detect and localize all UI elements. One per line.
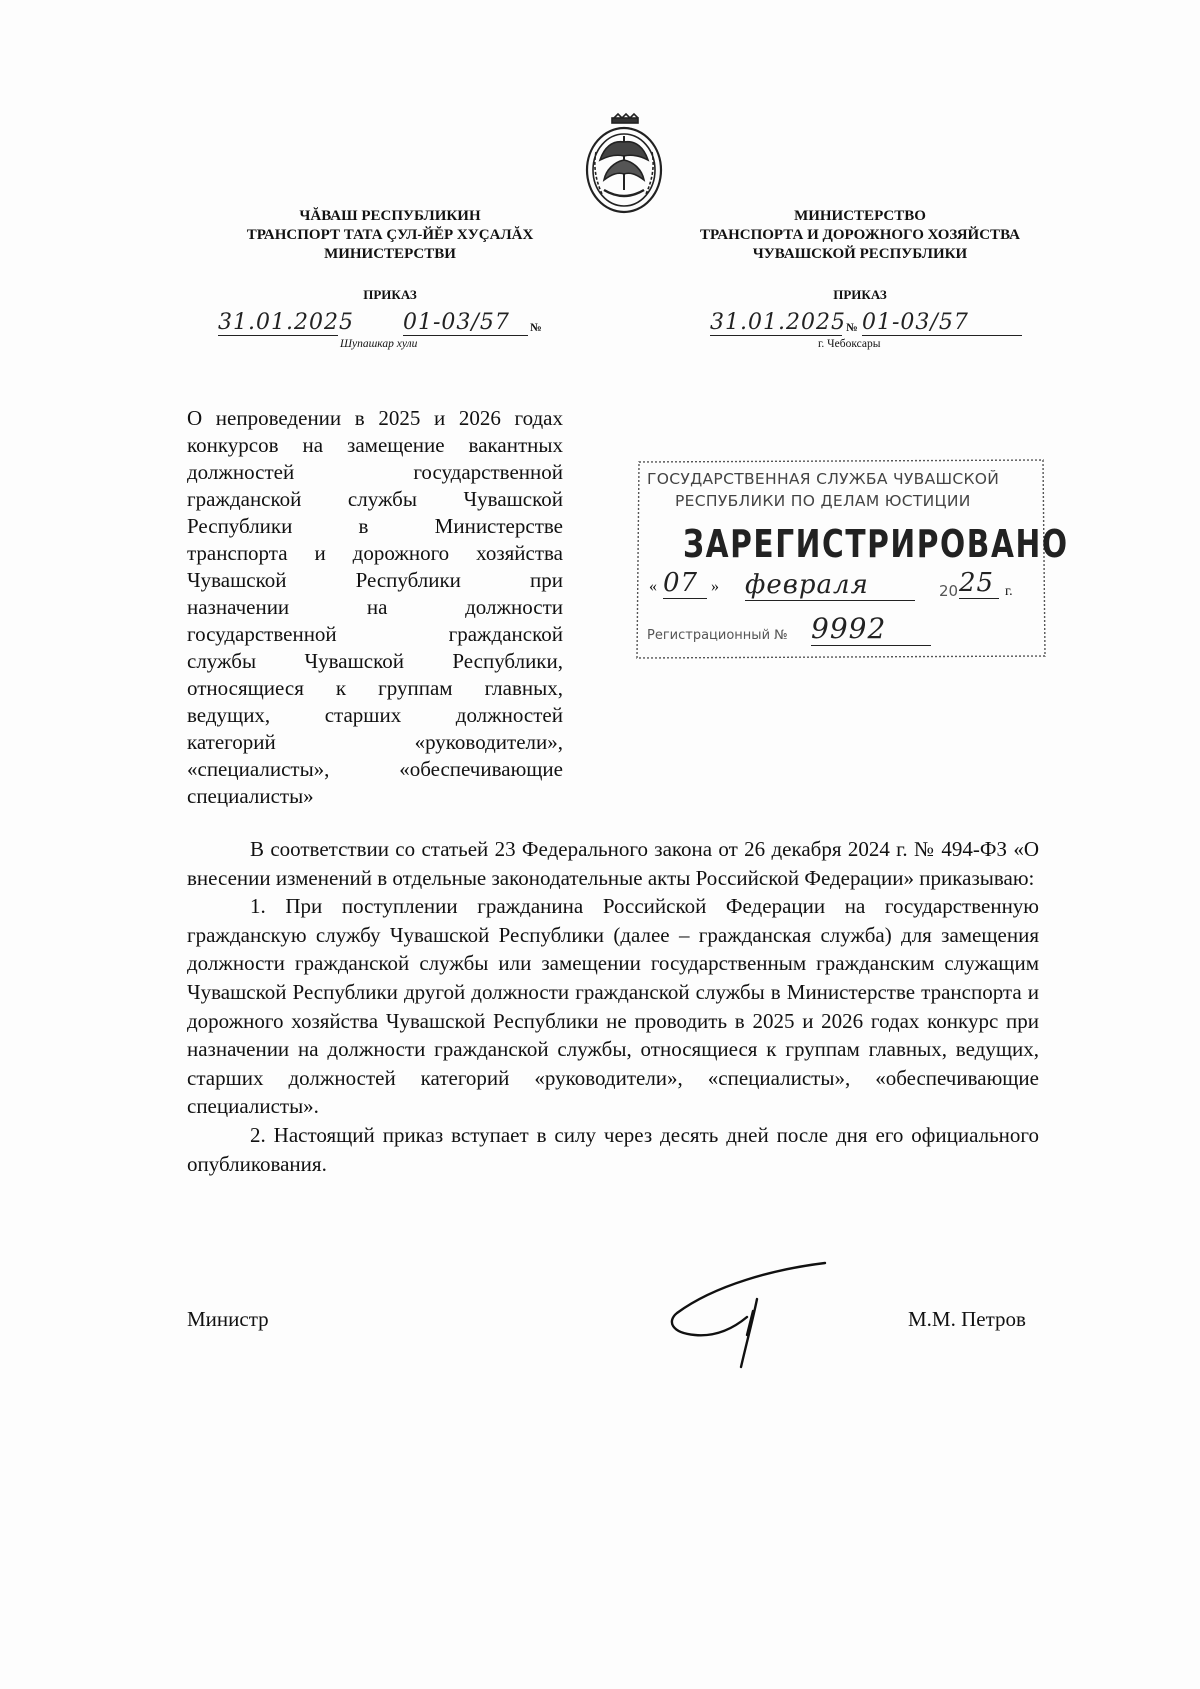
stamp-year: 25 — [959, 568, 999, 599]
order-date-left: 31.01.2025 — [218, 310, 354, 335]
title-line: гражданской службы Чувашской — [187, 487, 563, 511]
stamp-reg-number: 9992 — [811, 612, 931, 646]
title-line: должностей государственной — [187, 460, 563, 484]
order-number-right: 01-03/57 — [862, 310, 1022, 336]
header-left-line-3: МИНИСТЕРСТВИ — [324, 246, 456, 262]
body-item-2: 2. Настоящий приказ вступает в силу через десять дней после дня его официального опубликования. — [187, 1122, 1039, 1176]
stamp-authority-line-1: ГОСУДАРСТВЕННАЯ СЛУЖБА ЧУВАШСКОЙ — [647, 470, 1000, 488]
title-line: государственной гражданской — [187, 622, 563, 646]
title-line: назначении на должности — [187, 595, 563, 619]
header-right-line-3: ЧУВАШСКОЙ РЕСПУБЛИКИ — [752, 246, 968, 262]
city-right: г. Чебоксары — [818, 338, 881, 350]
header-right-line-1: МИНИСТЕРСТВО — [794, 208, 926, 224]
body-item-1: 1. При поступлении гражданина Российской Федерации на государственную гражданскую службу Чувашской Республики (далее – гражданская служба) для замещения должности гражданской службы или замещении государственным гражданским служащим Чувашской Республики другой должности гражданской службы в Министерстве транспорта и дорожного хозяйства Чувашской Республики не проводить в 2025 и 2026 годах конкурс при назначении на должности гражданской службы, относящиеся к группам главных, ведущих, старших должностей категорий «руководители», «специалисты», «обеспечивающие специалисты». — [187, 894, 1039, 1119]
stamp-quote-open: « — [649, 578, 657, 595]
title-line: относящиеся к группам главных, — [187, 676, 563, 700]
title-line: Республики в Министерстве — [187, 514, 563, 538]
title-line: транспорта и дорожного хозяйства — [187, 541, 563, 565]
header-left-line-2: ТРАНСПОРТ ТАТА ÇУЛ-ЙĔР ХУÇАЛĂХ — [246, 227, 534, 243]
stamp-month: февраля — [745, 570, 915, 601]
title-line: конкурсов на замещение вакантных — [187, 433, 563, 457]
header-right — [660, 207, 1060, 264]
signatory-position: Министр — [187, 1307, 269, 1331]
stamp-day: 07 — [663, 568, 707, 599]
header-left — [190, 207, 590, 264]
title-line: службы Чувашской Республики, — [187, 649, 563, 673]
header-right-line-2: ТРАНСПОРТА И ДОРОЖНОГО ХОЗЯЙСТВА — [700, 227, 1020, 243]
prikaz-label-left: ПРИКАЗ — [363, 287, 417, 302]
number-mark-right: № — [846, 322, 858, 334]
order-body — [187, 835, 1039, 1178]
handwritten-signature — [665, 1255, 900, 1375]
stamp-year-unit: г. — [1005, 584, 1013, 599]
stamp-quote-close: » — [711, 578, 719, 595]
prikaz-label-right: ПРИКАЗ — [833, 287, 887, 302]
registration-stamp — [633, 456, 1069, 661]
stamp-authority-line-2: РЕСПУБЛИКИ ПО ДЕЛАМ ЮСТИЦИИ — [675, 492, 971, 510]
body-intro: В соответствии со статьей 23 Федерального закона от 26 декабря 2024 г. № 494-ФЗ «О внесении изменений в отдельные законодательные акты Российской Федерации» приказываю: — [187, 837, 1039, 890]
order-title — [187, 405, 563, 810]
title-line: категорий «руководители», — [187, 730, 563, 754]
order-date-right: 31.01.2025 — [710, 310, 846, 335]
stamp-registered: ЗАРЕГИСТРИРОВАНО — [683, 522, 1069, 566]
coat-of-arms-emblem — [582, 112, 666, 220]
order-number-left: 01-03/57 — [403, 310, 528, 336]
title-line: специалисты» — [187, 784, 314, 808]
stamp-year-prefix: 20 — [939, 582, 959, 600]
stamp-reg-label: Регистрационный № — [647, 628, 788, 643]
title-line: «специалисты», «обеспечивающие — [187, 757, 563, 781]
header-left-line-1: ЧĂВАШ РЕСПУБЛИКИН — [299, 208, 481, 224]
title-line: ведущих, старших должностей — [187, 703, 563, 727]
number-mark-left: № — [530, 322, 542, 334]
title-line: О непроведении в 2025 и 2026 годах — [187, 406, 563, 430]
signatory-name: М.М. Петров — [908, 1307, 1026, 1331]
city-left: Шупашкар хули — [340, 338, 418, 350]
title-line: Чувашской Республики при — [187, 568, 563, 592]
